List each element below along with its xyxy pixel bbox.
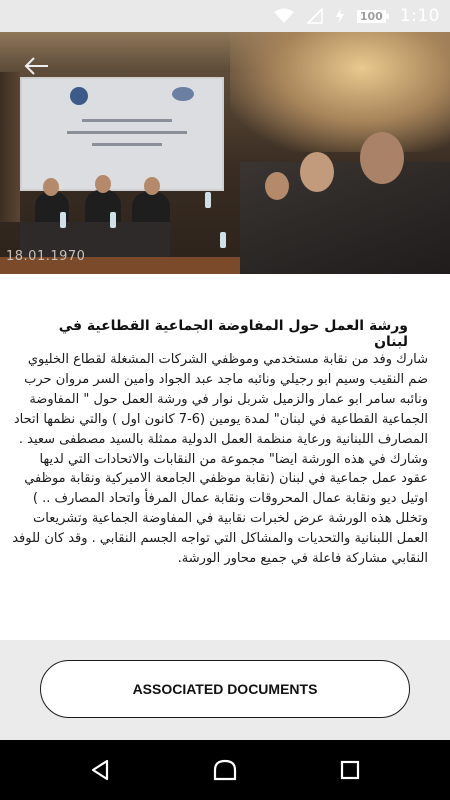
- battery-icon: [357, 10, 386, 23]
- photo-date-stamp: 18.01.1970: [6, 249, 86, 264]
- wifi-icon: [273, 8, 295, 24]
- screen-text-line: [82, 119, 172, 122]
- photo-head: [144, 177, 160, 195]
- photo-head: [265, 172, 289, 200]
- associated-documents-button[interactable]: ASSOCIATED DOCUMENTS: [40, 660, 410, 718]
- photo-head: [43, 178, 59, 196]
- photo-head: [360, 132, 404, 184]
- charging-icon: [335, 8, 345, 24]
- screen-logo-left: [70, 87, 88, 105]
- status-bar: [0, 0, 450, 32]
- signal-icon: [307, 8, 323, 24]
- photo-bottle: [220, 232, 226, 248]
- footer-panel: [0, 640, 450, 740]
- article-body: شارك وفد من نقابة مستخدمي وموظفي الشركات المشغلة لقطاع الخليوي ضم النقيب وسيم ابو رجيلي ونائبه ماجد عبد الجواد وامين السر مروان حرب ونائبه سامر ابو عمار والزميل شربل نوار في ورشة العمل حول " المفاوضة الجماعية القطاعية في لبنان" لمدة يومين (6-7 كانون اول ) والتي نظمها اتحاد المصارف اللبنانية ورعاية منظمة العمل الدولية ممثلة بالسيد مصطفى سعيد . وشارك في هذه الورشة ايضا" مجموعة من النقابات والاتحادات التي لديها عقود عمل جماعية في لبنان (نقابة موظفي الجامعة الاميركية ونقابة موظفي اوتيل ديو ونقابة عمال المحروقات ونقابة عمال المرفأ واتحاد المصارف .. ) وتخلل هذه الورشة عرض لخبرات نقابية في المفاوضة الجماعية وتشريعات العمل اللبنانية والتحديات والمشاكل التي تواجه الجسم النقابي . وقد كان للوفد النقابي مشاركة فاعلة في جميع محاور الورشة.: [12, 352, 428, 567]
- photo-head: [300, 152, 334, 192]
- battery-level: 100: [359, 9, 383, 23]
- back-arrow-icon[interactable]: [22, 54, 50, 78]
- photo-projector-screen: [20, 77, 224, 191]
- photo-bottle: [110, 212, 116, 228]
- article: [0, 274, 450, 640]
- screen-text-line: [92, 143, 162, 146]
- photo-curtain: [0, 72, 20, 222]
- screen-logo-right: [172, 87, 194, 101]
- photo-bottle: [205, 192, 211, 208]
- nav-recents-icon[interactable]: [336, 756, 364, 784]
- nav-home-icon[interactable]: [211, 756, 239, 784]
- photo-bottle: [60, 212, 66, 228]
- photo-head: [95, 175, 111, 193]
- article-title: ورشة العمل حول المفاوضة الجماعية القطاعية في لبنان: [58, 318, 408, 350]
- photo-wall-light: [230, 32, 450, 152]
- clock: 1:10: [399, 6, 440, 26]
- screen-text-line: [67, 131, 187, 134]
- navigation-bar: [0, 740, 450, 800]
- nav-back-icon[interactable]: [86, 756, 114, 784]
- hero-photo: [0, 32, 450, 274]
